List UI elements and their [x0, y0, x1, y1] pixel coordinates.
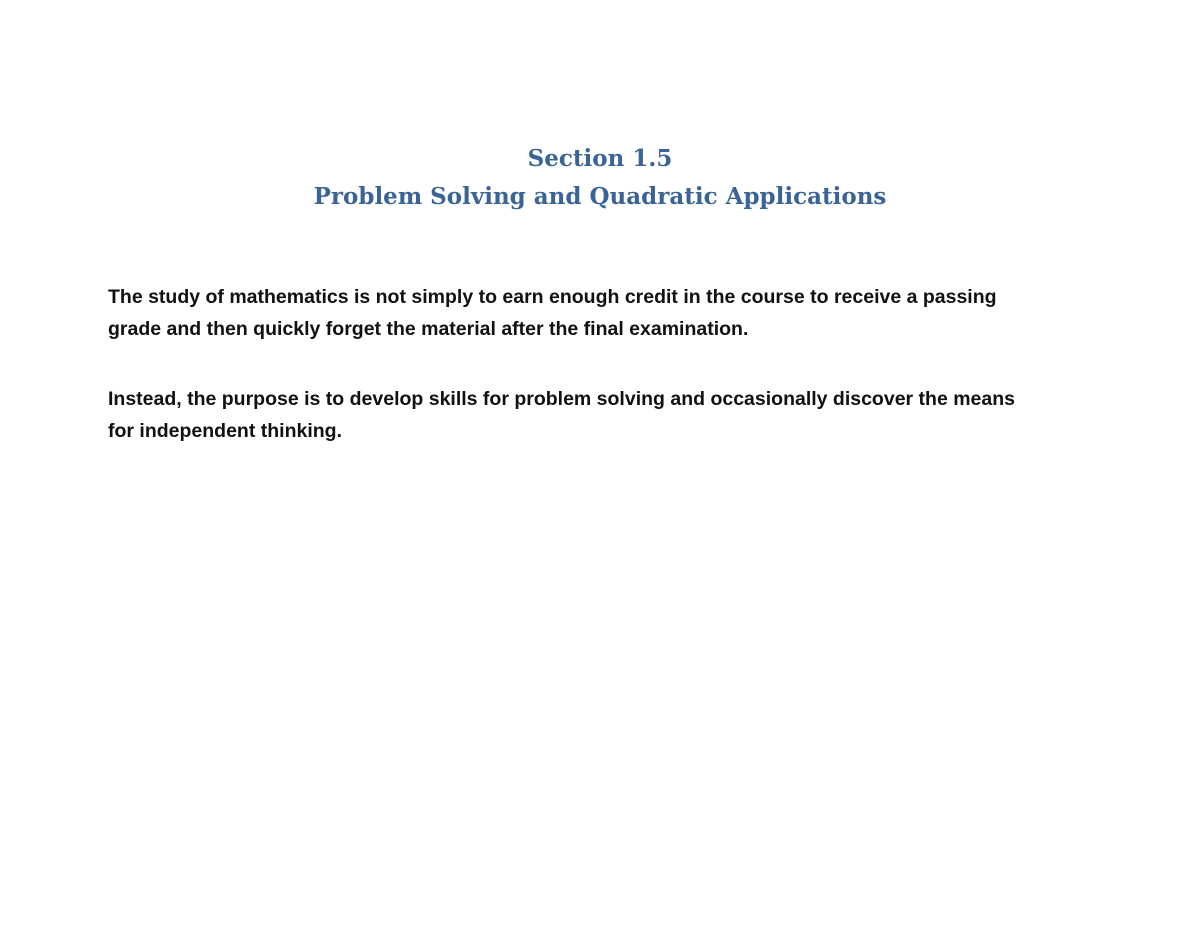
paragraph-line: grade and then quickly forget the material after the final examination.	[108, 318, 749, 340]
section-title: Problem Solving and Quadratic Applications	[313, 183, 887, 210]
paragraph-line: for independent thinking.	[108, 420, 342, 442]
paragraph	[108, 281, 1098, 345]
section-heading	[0, 140, 1200, 216]
paragraph-line: Instead, the purpose is to develop skills for problem solving and occasionally discover the means	[108, 388, 1015, 410]
section-label: Section 1.5	[527, 145, 673, 172]
paragraph-line: The study of mathematics is not simply to earn enough credit in the course to receive a passing	[108, 286, 997, 308]
paragraph	[108, 383, 1098, 447]
